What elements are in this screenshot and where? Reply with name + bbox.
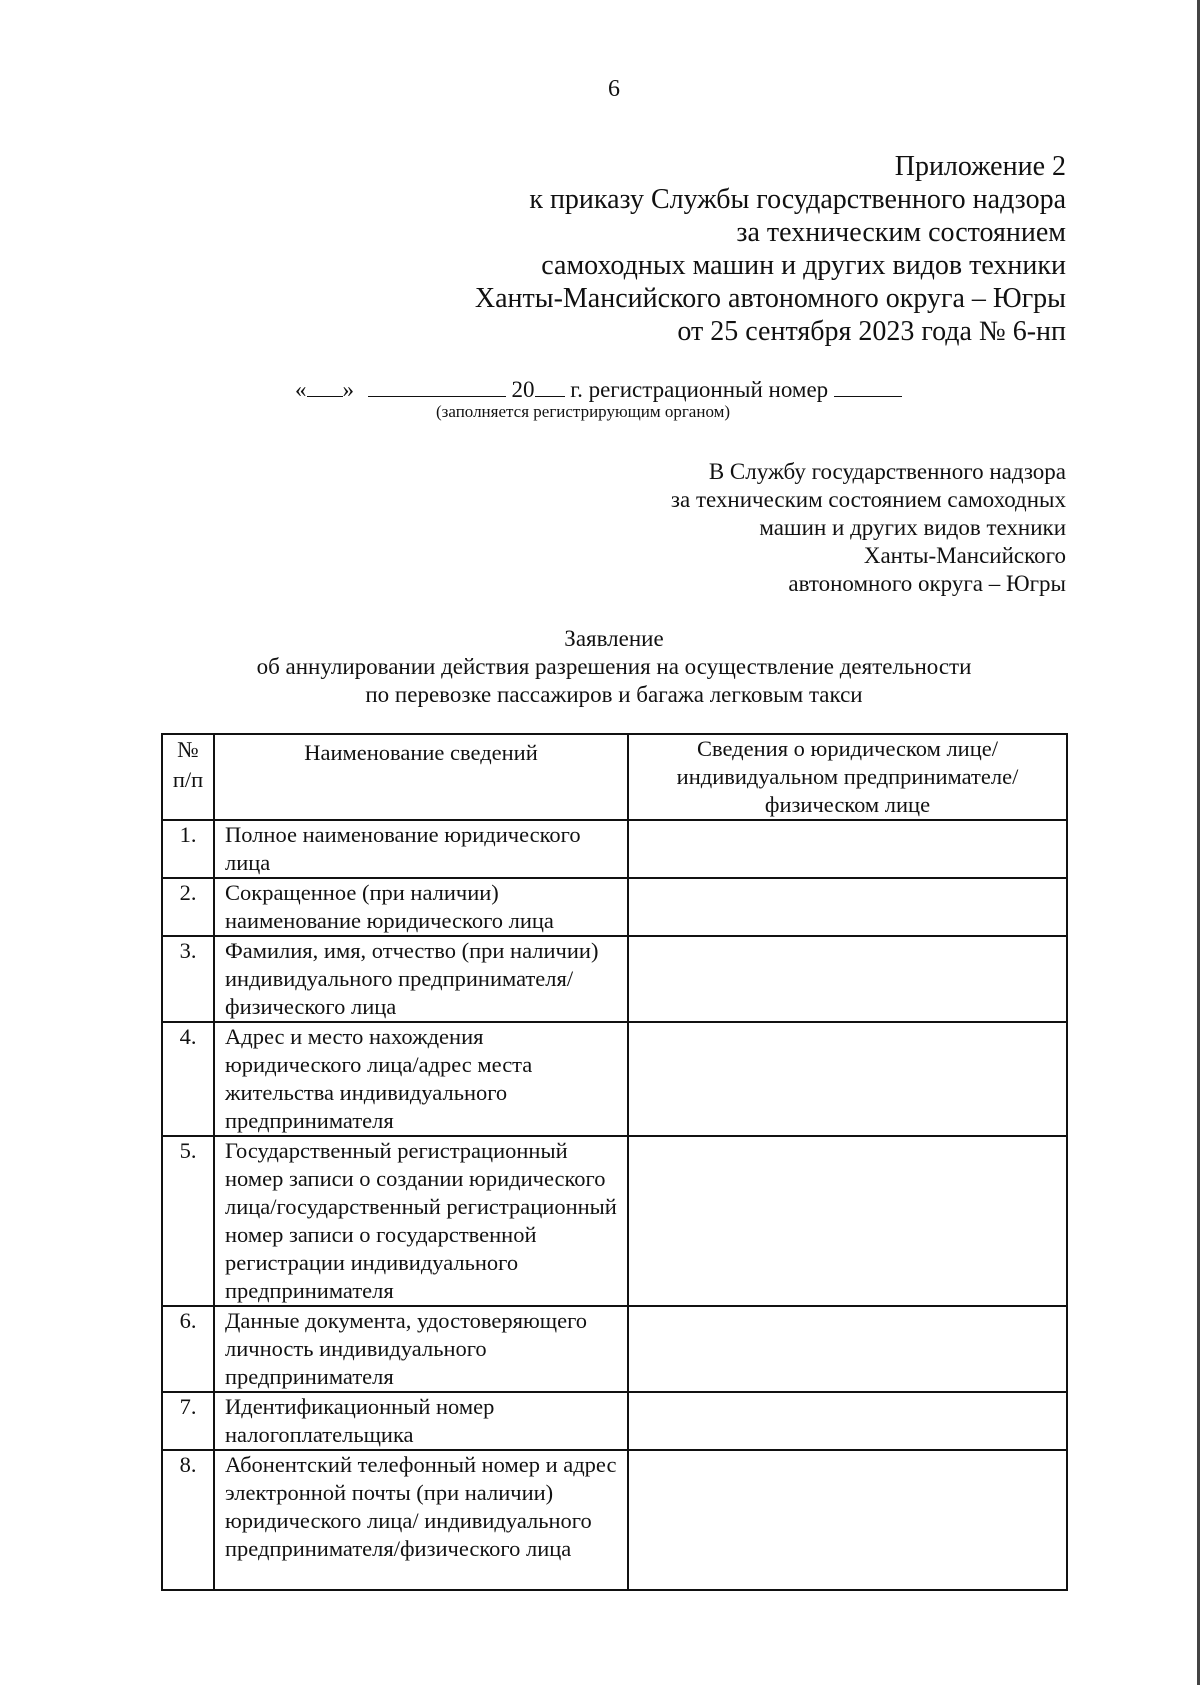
table-row — [162, 1136, 1067, 1306]
header-value: Сведения о юридическом лице/ индивидуальном предпринимателе/ физическом лице — [628, 734, 1067, 820]
addressee-line: машин и других видов техники — [759, 515, 1066, 540]
row-value-cell[interactable] — [628, 1450, 1067, 1590]
header-num: № п/п — [162, 734, 214, 820]
row-label: Адрес и место нахождения юридического лица/адрес места жительства индивидуального предпринимателя — [214, 1022, 628, 1136]
row-value-cell[interactable] — [628, 1392, 1067, 1450]
row-label: Фамилия, имя, отчество (при наличии) индивидуального предпринимателя/физического лица — [214, 936, 628, 1022]
application-table — [161, 733, 1068, 1591]
row-value-cell[interactable] — [628, 878, 1067, 936]
table-row — [162, 1306, 1067, 1392]
appendix-line: Ханты-Мансийского автономного округа – Югры — [474, 283, 1066, 314]
page-number: 6 — [608, 76, 620, 102]
row-label: Государственный регистрационный номер записи о создании юридического лица/государственный регистрационный номер записи о государственной регистрации индивидуального предпринимателя — [214, 1136, 628, 1306]
close-quote: » — [342, 377, 354, 402]
row-number: 2. — [162, 878, 214, 936]
document-title — [0, 625, 1200, 709]
year-prefix: 20 — [511, 377, 535, 402]
row-number: 3. — [162, 936, 214, 1022]
registration-suffix: г. регистрационный номер — [570, 377, 829, 402]
appendix-line: самоходных машин и других видов техники — [541, 250, 1066, 281]
appendix-block — [475, 150, 1066, 348]
month-blank[interactable] — [368, 374, 506, 397]
header-name: Наименование сведений — [214, 734, 628, 820]
table-row — [162, 1022, 1067, 1136]
addressee-line: В Службу государственного надзора — [708, 459, 1066, 484]
registration-line — [295, 374, 902, 403]
row-label: Данные документа, удостоверяющего личность индивидуального предпринимателя — [214, 1306, 628, 1392]
table-row — [162, 1392, 1067, 1450]
registration-note: (заполняется регистрирующим органом) — [436, 402, 731, 421]
open-quote: « — [295, 377, 307, 402]
title-line-2: по перевозке пассажиров и багажа легковым такси — [365, 682, 863, 707]
row-value-cell[interactable] — [628, 1136, 1067, 1306]
table-row — [162, 820, 1067, 878]
title-line-1: об аннулировании действия разрешения на осуществление деятельности — [256, 654, 972, 679]
row-number: 5. — [162, 1136, 214, 1306]
table-row — [162, 936, 1067, 1022]
appendix-line: от 25 сентября 2023 года № 6-нп — [677, 316, 1066, 347]
addressee-block — [671, 458, 1066, 598]
row-value-cell[interactable] — [628, 820, 1067, 878]
row-label: Полное наименование юридического лица — [214, 820, 628, 878]
row-number: 1. — [162, 820, 214, 878]
row-number: 8. — [162, 1450, 214, 1590]
row-label: Абонентский телефонный номер и адрес электронной почты (при наличии) юридического лица/ индивидуального предпринимателя/физического лица — [214, 1450, 628, 1590]
addressee-line: автономного округа – Югры — [788, 571, 1066, 596]
row-number: 7. — [162, 1392, 214, 1450]
appendix-line: Приложение 2 — [894, 151, 1066, 182]
appendix-line: за техническим состоянием — [736, 217, 1066, 248]
row-label: Сокращенное (при наличии) наименование юридического лица — [214, 878, 628, 936]
table-row — [162, 878, 1067, 936]
row-value-cell[interactable] — [628, 1022, 1067, 1136]
table-header-row — [162, 734, 1067, 820]
addressee-line: за техническим состоянием самоходных — [670, 487, 1066, 512]
row-number: 4. — [162, 1022, 214, 1136]
table-row — [162, 1450, 1067, 1590]
addressee-line: Ханты-Мансийского — [863, 543, 1066, 568]
day-blank[interactable] — [307, 374, 343, 397]
row-value-cell[interactable] — [628, 1306, 1067, 1392]
title-heading: Заявление — [564, 626, 664, 651]
registration-number-blank[interactable] — [834, 374, 902, 397]
row-value-cell[interactable] — [628, 936, 1067, 1022]
year-blank[interactable] — [535, 374, 565, 397]
row-label: Идентификационный номер налогоплательщика — [214, 1392, 628, 1450]
row-number: 6. — [162, 1306, 214, 1392]
appendix-line: к приказу Службы государственного надзора — [529, 184, 1066, 215]
